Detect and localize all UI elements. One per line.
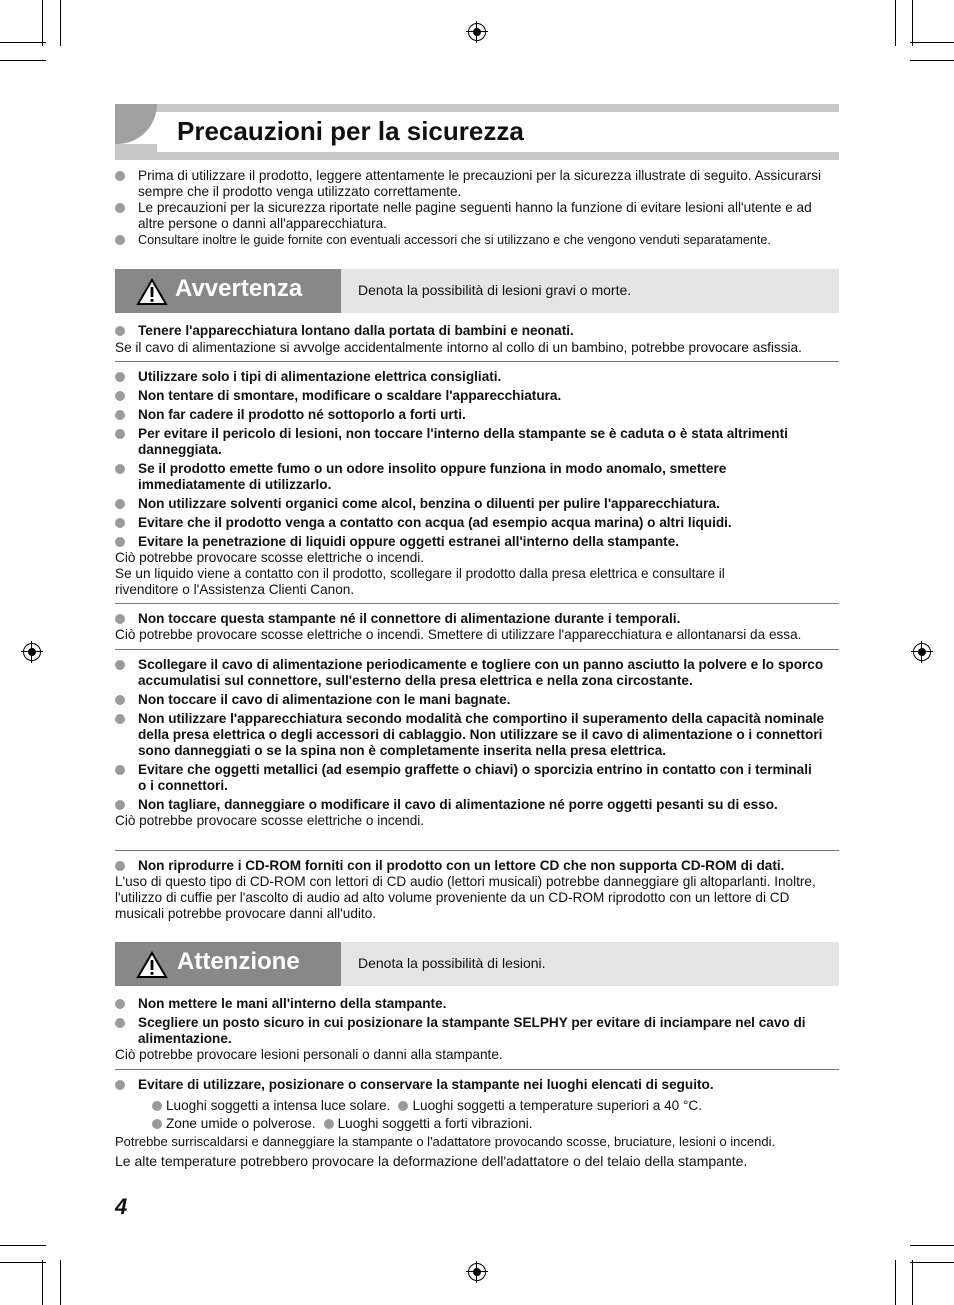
list-item: Scollegare il cavo di alimentazione periodicamente e togliere con un panno asciutto la polvere e lo sporco accumulatisi sul connettore, sull'esterno della presa elettrica e nella zona circostante. [115,657,843,689]
bullet-icon [115,614,125,624]
bullet-icon [115,695,125,705]
warning-banner [115,269,839,313]
note-text: Se il cavo di alimentazione si avvolge accidentalmente intorno al collo di un bambino, potrebbe provocare asfissia. [115,340,802,355]
title-bar [115,104,839,160]
note-text: Ciò potrebbe provocare scosse elettriche o incendi. Smettere di utilizzare l'apparecchiatura e allontanarsi da essa. [115,627,802,642]
list-item: Utilizzare solo i tipi di alimentazione elettrica consigliati. [115,369,839,385]
places-list [115,1116,839,1132]
list-item: Evitare di utilizzare, posizionare o conservare la stampante nei luoghi elencati di seguito. [115,1077,839,1093]
registration-mark-icon [468,1263,486,1281]
bullet-icon [115,372,125,382]
list-item: Evitare la penetrazione di liquidi oppure oggetti estranei all'interno della stampante. [115,534,839,550]
crop-mark [910,60,954,61]
crop-mark [0,1245,46,1246]
warning-group [115,369,839,598]
registration-mark-icon [913,643,931,661]
list-item: Evitare che oggetti metallici (ad esempio graffette o chiavi) o sporcizia entrino in contatto con i terminali o i connettori. [115,762,818,794]
bullet-icon [115,999,125,1009]
list-item: Non mettere le mani all'interno della stampante. [115,996,839,1012]
registration-mark-icon [468,23,486,41]
caution-group [115,1077,839,1169]
bullet-icon [115,518,125,528]
bullet-icon [152,1101,162,1111]
list-item: Non utilizzare l'apparecchiatura secondo modalità che comportino il superamento della capacità nominale della presa elettrica o degli accessori di cablaggio. Non utilizzare se il cavo di alimentazione o i connettori sono danneggiati o se la spina non è completamente inserita nella presa elettrica. [115,711,850,759]
list-item: Se il prodotto emette fumo o un odore insolito oppure funziona in modo anomalo, smettere immediatamente di utilizzarlo. [115,461,798,493]
bullet-icon [115,429,125,439]
crop-mark [895,0,896,46]
note-text: Potrebbe surriscaldarsi e danneggiare la stampante o l'adattatore provocando scosse, bruciature, lesioni o incendi. [115,1134,776,1149]
list-item: Non utilizzare solventi organici come alcol, benzina o diluenti per pulire l'apparecchiatura. [115,496,839,512]
list-item: Non tagliare, danneggiare o modificare il cavo di alimentazione né porre oggetti pesanti su di esso. [115,797,839,813]
bullet-icon [115,1018,125,1028]
crop-mark [910,1245,954,1246]
intro-list [115,168,845,248]
crop-mark [60,1260,61,1305]
note-text: L'uso di questo tipo di CD-ROM con lettori di CD audio (lettori musicali) potrebbe danneggiare gli altoparlanti. Inoltre, l'utilizzo di cuffie per l'ascolto di audio ad alto volume proveniente da un CD-ROM riprodotto con un lettore di CD musicali potrebbe provocare danni all'udito. [115,874,816,921]
divider [115,1069,839,1070]
divider [115,603,839,604]
bullet-icon [115,861,125,871]
caution-label: Attenzione [177,948,300,975]
caution-group [115,996,839,1063]
list-item: Tenere l'apparecchiatura lontano dalla portata di bambini e neonati. [115,323,839,339]
crop-mark [910,1262,954,1263]
list-item: Non riprodurre i CD-ROM forniti con il prodotto con un lettore CD che non supporta CD-ROM di dati. [115,858,839,874]
crop-mark [912,1260,913,1305]
crop-mark [912,0,913,46]
crop-mark [910,42,954,43]
note-text: Ciò potrebbe provocare lesioni personali o danni alla stampante. [115,1047,503,1062]
list-item: Luoghi soggetti a forti vibrazioni. [324,1116,533,1131]
bullet-icon [324,1119,334,1129]
page-title: Precauzioni per la sicurezza [177,116,524,146]
warning-triangle-icon [136,951,168,979]
bullet-icon [115,235,125,245]
bullet-icon [115,537,125,547]
crop-mark [42,1260,43,1305]
bullet-icon [115,326,125,336]
title-corner-decoration [115,104,157,144]
bullet-icon [115,800,125,810]
crop-mark [0,1262,46,1263]
bullet-icon [152,1119,162,1129]
crop-mark [0,60,46,61]
list-item: Prima di utilizzare il prodotto, leggere attentamente le precauzioni per la sicurezza illustrate di seguito. Assicurarsi sempre che il prodotto venga utilizzato correttamente. [115,168,828,200]
warning-group [115,858,839,922]
list-item: Non far cadere il prodotto né sottoporlo a forti urti. [115,407,839,423]
list-item: Zone umide o polverose. [152,1116,316,1131]
warning-group [115,657,839,829]
warning-triangle-icon [136,278,168,306]
list-item: Per evitare il pericolo di lesioni, non toccare l'interno della stampante se è caduta o è stata altrimenti danneggiata. [115,426,798,458]
bullet-icon [115,171,125,181]
caution-banner [115,942,839,986]
note-text: Le alte temperature potrebbero provocare la deformazione dell'adattatore o del telaio della stampante. [115,1153,748,1169]
page-number: 4 [115,1194,128,1219]
bullet-icon [115,1080,125,1090]
list-item: Non toccare il cavo di alimentazione con le mani bagnate. [115,692,839,708]
note-text: Ciò potrebbe provocare scosse elettriche o incendi. [115,813,425,828]
warning-group [115,323,839,356]
bullet-icon [115,714,125,724]
places-list [115,1098,839,1114]
list-item: Scegliere un posto sicuro in cui posizionare la stampante SELPHY per evitare di inciampare nel cavo di alimentazione. [115,1015,828,1047]
divider [115,361,839,362]
list-item: Non toccare questa stampante né il connettore di alimentazione durante i temporali. [115,611,839,627]
bullet-icon [115,660,125,670]
crop-mark [60,0,61,46]
list-item: Luoghi soggetti a intensa luce solare. [152,1098,390,1113]
crop-mark [42,0,43,46]
bullet-icon [115,464,125,474]
warning-label: Avvertenza [175,275,303,302]
caution-description: Denota la possibilità di lesioni. [358,955,546,971]
registration-mark-icon [23,643,41,661]
bullet-icon [115,203,125,213]
note-text: Ciò potrebbe provocare scosse elettriche o incendi. [115,550,425,565]
divider [115,850,839,851]
list-item: Non tentare di smontare, modificare o scaldare l'apparecchiatura. [115,388,839,404]
crop-mark [895,1260,896,1305]
list-item: Luoghi soggetti a temperature superiori a 40 °C. [398,1098,702,1113]
list-item: Evitare che il prodotto venga a contatto con acqua (ad esempio acqua marina) o altri liquidi. [115,515,839,531]
bullet-icon [115,391,125,401]
bullet-icon [398,1101,408,1111]
warning-group [115,611,839,643]
divider [115,649,839,650]
list-item: Consultare inoltre le guide fornite con eventuali accessori che si utilizzano e che vengono venduti separatamente. [115,232,845,248]
bullet-icon [115,765,125,775]
list-item: Le precauzioni per la sicurezza riportate nelle pagine seguenti hanno la funzione di evitare lesioni all'utente e ad altre persone o danni all'apparecchiatura. [115,200,828,232]
bullet-icon [115,410,125,420]
note-text: Se un liquido viene a contatto con il prodotto, scollegare il prodotto dalla presa elettrica e consultare il rivenditore o l'Assistenza Clienti Canon. [115,566,725,597]
bullet-icon [115,499,125,509]
crop-mark [0,42,46,43]
warning-description: Denota la possibilità di lesioni gravi o morte. [358,282,632,298]
